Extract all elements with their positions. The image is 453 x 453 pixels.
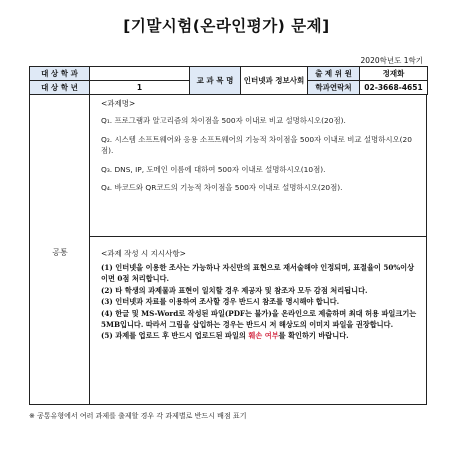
instruction-item: (1) 인터넷을 이용한 조사는 가능하나 자신만의 표현으로 재서술해야 인정되며, 표절율이 50%이상이면 0점 처리합니다. — [101, 263, 415, 284]
exam-info-table — [29, 66, 428, 95]
page-title: [기말시험(온라인평가) 문제] — [123, 17, 330, 35]
target-year-value: 1 — [90, 81, 190, 95]
contact-value: 02-3668-4651 — [360, 81, 428, 95]
common-type-label: 공통 — [52, 248, 68, 257]
question-2: Q₂. 시스템 소프트웨어와 응용 소프트웨어의 기능적 차이점을 500자 이내로 비교 설명하시오(20점). — [101, 134, 412, 155]
instruction-item: (2) 타 학생의 과제물과 표현이 일치할 경우 제공자 및 참조자 모두 감점 처리됩니다. — [101, 285, 368, 295]
subject-value: 인터넷과 정보사회 — [241, 67, 308, 95]
examiner-value: 정재화 — [360, 67, 428, 81]
contact-label: 학과연락처 — [308, 81, 360, 95]
question-3: Q₃. DNS, IP, 도메인 이름에 대하여 500자 이내로 설명하시오(10점). — [101, 164, 326, 174]
footnote: ※ 공통유형에서 여러 과제를 출제할 경우 각 과제별로 반드시 배점 표기 — [29, 412, 247, 420]
exam-content-box — [29, 94, 427, 405]
question-1: Q₁. 프로그램과 알고리즘의 차이점을 500자 이내로 비교 설명하시오(20점). — [101, 116, 346, 125]
target-year-label: 대 상 학 년 — [30, 81, 90, 95]
instructions-heading: <과제 작성 시 지시사항> — [101, 249, 186, 258]
task-heading: <과제명> — [101, 99, 136, 108]
subject-label: 교 과 목 명 — [190, 67, 241, 95]
instruction-5-text: (5) 과제를 업로드 후 반드시 업로드된 파일의 — [101, 331, 249, 341]
semester-label: 2020학년도 1학기 — [360, 56, 423, 65]
instruction-item: (3) 인터넷과 자료를 이용하여 조사할 경우 반드시 참조를 명시해야 합니다. — [101, 297, 340, 307]
instructions-section — [90, 237, 426, 404]
examiner-label: 출 제 위 원 — [308, 67, 360, 81]
question-4: Q₄. 바코드와 QR코드의 기능적 차이점을 500자 이내로 설명하시오(20점). — [101, 183, 343, 192]
instruction-item-5 — [101, 330, 420, 341]
target-dept-value — [90, 67, 190, 81]
instruction-item: (4) 한글 및 MS-Word로 작성된 파일(PDF는 불가)을 온라인으로 제출하며 최대 허용 파일크기는 5MB입니다. 따라서 그림을 삽입하는 경우는 반드시 저 해상도의 이미지 파일을 권장합니다. — [101, 308, 417, 330]
target-dept-label: 대 상 학 과 — [30, 67, 90, 81]
type-column — [30, 95, 90, 404]
task-section — [90, 95, 426, 237]
highlighted-text: 훼손 여부 — [248, 331, 279, 341]
instruction-5-text-end: 를 확인하기 바랍니다. — [278, 331, 349, 341]
